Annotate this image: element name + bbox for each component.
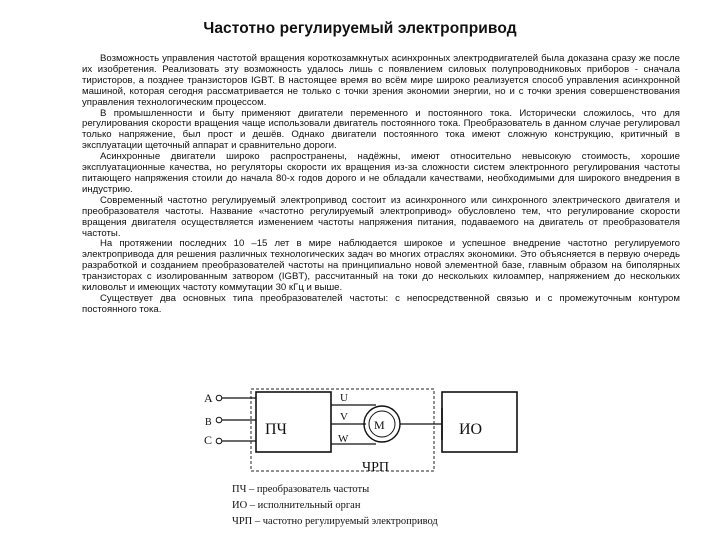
paragraph: В промышленности и быту применяют двигатели переменного и постоянного тока. Исторически сложилось, что для регулирования скорости вращения чаще использовали двигатель постоянного тока. Преобразователь в данном случае регулировал только напряжение, был прост и дешёв. Однако двигатели постоянного тока имеют сложную конструкцию, критичный в эксплуатации щеточный аппарат и сравнительно дороги. [82,107,680,152]
converter-label: ПЧ [265,421,287,438]
input-label-a: A [204,391,213,405]
input-terminal [216,438,222,444]
input-label-c: C [204,433,213,447]
system-label: ЧРП [362,460,389,475]
phase-label-v: V [340,411,348,423]
input-terminal [216,395,222,401]
input-label-b: B [205,417,212,428]
actuator-label: ИО [459,421,483,438]
phase-label-u: U [340,392,348,404]
paragraph: Асинхронные двигатели широко распространены, надёжны, имеют относительно невысокую стоимость, хорошие эксплуатационные качества, но регуляторы скорости их вращения из-за сложности систем электронного регулирования частоты питающего напряжения стоили до начала 80-х годов дорого и не обладали качествами, необходимыми для широкого внедрения в индустрию. [82,151,680,195]
legend-item: ЧРП – частотно регулируемый электропривод [232,516,438,527]
input-terminal [216,417,222,423]
legend-item: ИО – исполнительный орган [232,500,361,511]
legend-item: ПЧ – преобразователь частоты [232,484,370,495]
phase-label-w: W [338,433,349,445]
motor-label: М [374,418,385,432]
paragraph: Современный частотно регулируемый электропривод состоит из асинхронного или синхронного электрического двигателя и преобразователя частоты. Название «частотно регулируемый электропривод» обусловлено тем, что регулирование скорости вращения двигателя осуществляется изменением частоты напряжения питания, подаваемого на двигатель от преобразователя частоты. [82,194,680,239]
page-title: Частотно регулируемый электропривод [203,20,517,37]
paragraph: Существует два основных типа преобразователей частоты: с непосредственной связью и с промежуточным контуром постоянного тока. [82,292,680,315]
paragraph: На протяжении последних 10 –15 лет в мире наблюдается широкое и успешное внедрение частотно регулируемого электропривода для решения различных технологических задач во многих отраслях экономики. Это объясняется в первую очередь разработкой и созданием преобразователей частоты на принципиально новой элементной базе, главным образом на биполярных транзисторах с изолированным затвором (IGBT), рассчитанный на токи до нескольких килоампер, напряжением до нескольких киловольт и имеющих частоту коммутации 30 кГц и выше. [82,238,680,294]
paragraph: Возможность управления частотой вращения короткозамкнутых асинхронных электродвигателей была доказана сразу же после их изобретения. Реализовать эту возможность удалось лишь с появлением силовых полупроводниковых приборов - сначала тиристоров, а позднее транзисторов IGBT. В настоящее время во всём мире широко реализуется способ управления асинхронной машиной, которая сегодня рассматривается не только с точки зрения экономии энергии, но и с точки зрения совершенствования управления технологическим процессом. [82,53,680,108]
